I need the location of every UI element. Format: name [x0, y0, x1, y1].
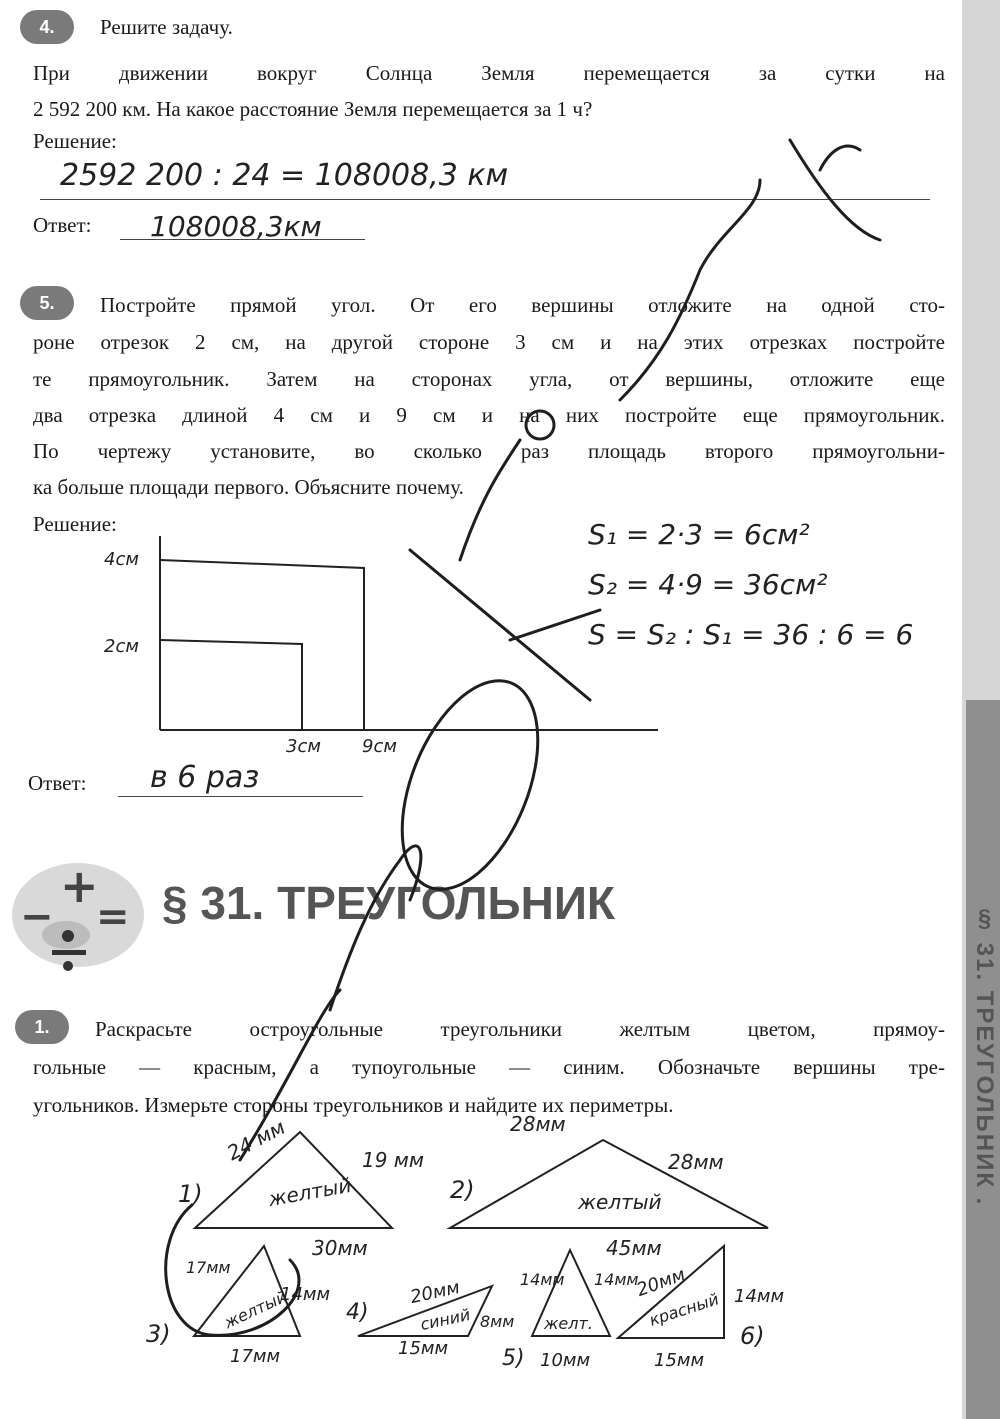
triangle-5-side-a: 14мм [520, 1270, 565, 1289]
triangle-1-side-c: 30мм [312, 1236, 368, 1260]
task-5-line-4: два отрезка длиной 4 см и 9 см и на них постройте еще прямоугольник. [33, 403, 945, 427]
task-4-title: Решите задачу. [100, 15, 233, 39]
triangle-2 [450, 1140, 768, 1228]
calc-line-1: S₁ = 2·3 = 6см² [588, 518, 810, 551]
triangle-3 [194, 1246, 300, 1336]
vertical-section-title: § 31. ТРЕУГОЛЬНИК . [971, 905, 998, 1207]
right-angle-diagram [160, 536, 658, 730]
triangle-5-side-b: 14мм [594, 1270, 639, 1289]
task-4-line-2: 2 592 200 км. На какое расстояние Земля перемещается за 1 ч? [33, 97, 593, 121]
triangle-4-side-a: 20мм [408, 1277, 462, 1308]
task-5-line-5: По чертежу установите, во сколько раз площадь второго прямоугольни- [33, 439, 945, 463]
large-rectangle [160, 560, 364, 730]
triangle-1-fill: желтый [266, 1172, 353, 1212]
triangle-1-side-a: 24 мм [222, 1114, 289, 1166]
task-1-line-2: гольные — красным, а тупоугольные — синим. Обозначьте вершины тре- [33, 1055, 945, 1079]
task-4-answer-label: Ответ: [33, 213, 92, 237]
calc-line-2: S₂ = 4·9 = 36см² [588, 568, 828, 601]
triangle-6-number: 6) [740, 1322, 765, 1350]
triangle-4-fill: синий [418, 1304, 472, 1335]
triangle-3-number: 3) [146, 1320, 171, 1348]
triangle-5-side-c: 10мм [540, 1350, 591, 1371]
triangle-5-number: 5) [502, 1346, 525, 1371]
axis-label-2cm: 2см [104, 636, 139, 657]
axis-label-4cm: 4см [104, 549, 139, 570]
triangle-2-fill: желтый [578, 1190, 662, 1214]
triangle-1-side-b: 19 мм [362, 1148, 424, 1172]
triangle-6-side-b: 14мм [734, 1286, 785, 1307]
calc-line-3: S = S₂ : S₁ = 36 : 6 = 6 [588, 618, 914, 651]
triangle-3-side-a: 17мм [186, 1258, 231, 1277]
task-4-badge: 4. [20, 10, 74, 44]
triangle-1 [195, 1132, 392, 1228]
task-4-answer-handwriting: 108008,3км [150, 210, 322, 243]
task-1-line-3: угольников. Измерьте стороны треугольников и найдите их периметры. [33, 1093, 674, 1117]
triangle-4-number: 4) [346, 1300, 369, 1325]
axis-label-9cm: 9см [362, 736, 397, 757]
axis-label-3cm: 3см [286, 736, 321, 757]
triangle-4-side-b: 8мм [480, 1312, 515, 1331]
triangle-3-side-b: 14мм [280, 1284, 331, 1305]
triangle-6-side-c: 15мм [654, 1350, 705, 1371]
triangle-2-side-a: 28мм [510, 1112, 566, 1136]
triangle-2-side-c: 45мм [606, 1236, 662, 1260]
triangle-5 [532, 1250, 610, 1336]
task-5-line-1: Постройте прямой угол. От его вершины отложите на одной сто- [100, 293, 945, 317]
triangle-2-side-b: 28мм [668, 1150, 724, 1174]
task-5-badge: 5. [20, 286, 74, 320]
triangle-4-side-c: 15мм [398, 1338, 449, 1359]
task-4-solution-label: Решение: [33, 129, 117, 153]
triangle-6-fill: красный [646, 1289, 722, 1330]
plus-icon: + [60, 859, 99, 913]
triangle-5-fill: желт. [544, 1314, 593, 1333]
minus-icon: − [20, 894, 54, 940]
task-1-line-1: Раскрасьте остроугольные треугольники желтым цветом, прямоу- [95, 1017, 945, 1041]
task-5-line-6: ка больше площади первого. Объясните почему. [33, 475, 464, 499]
triangle-1-number: 1) [178, 1180, 203, 1208]
task-5-solution-label: Решение: [33, 512, 117, 536]
task-5-line-2: роне отрезок 2 см, на другой стороне 3 см и на этих отрезках постройте [33, 330, 945, 354]
triangle-2-number: 2) [450, 1176, 475, 1204]
task-5-answer-label: Ответ: [28, 771, 87, 795]
task-5-answer-handwriting: в 6 раз [150, 760, 260, 795]
section-title: § 31. ТРЕУГОЛЬНИК [162, 877, 615, 929]
task-1-badge: 1. [15, 1010, 69, 1044]
small-rectangle [160, 640, 302, 730]
triangle-6 [618, 1246, 724, 1338]
triangle-3-fill: желтый [221, 1286, 290, 1333]
task-4-solution-handwriting: 2592 200 : 24 = 108008,3 км [60, 158, 509, 193]
task-4-line-1: При движении вокруг Солнца Земля перемещается за сутки на [33, 61, 945, 85]
triangle-4 [358, 1286, 492, 1336]
task-5-line-3: те прямоугольник. Затем на сторонах угла, от вершины, отложите еще [33, 367, 945, 391]
triangle-6-side-a: 20мм [633, 1264, 689, 1301]
triangle-3-side-c: 17мм [230, 1346, 281, 1367]
equals-icon: = [96, 894, 130, 940]
section-math-icon [12, 859, 144, 971]
